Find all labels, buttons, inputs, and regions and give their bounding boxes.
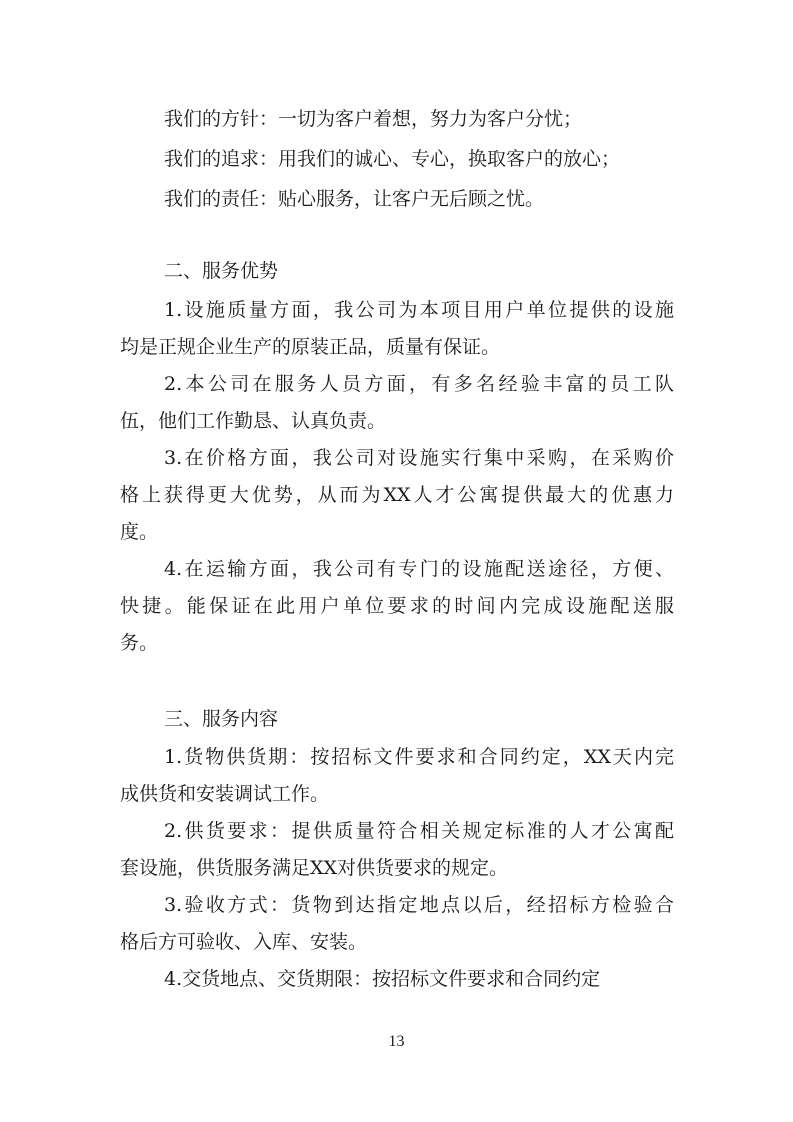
content-item-3-line-1: 3.验收方式：货物到达指定地点以后，经招标方检验合 (164, 894, 674, 916)
advantage-item-2-line-1: 2.本公司在服务人员方面，有多名经验丰富的员工队 (164, 373, 674, 395)
content-item-1-line-1: 1.货物供货期：按招标文件要求和合同约定，XX天内完 (164, 746, 674, 768)
advantage-item-3-line-2: 格上获得更大优势，从而为XX人才公寓提供最大的优惠力 (120, 484, 674, 506)
content-item-1-line-2: 成供货和安装调试工作。 (120, 783, 330, 805)
section-heading-advantages: 二、服务优势 (164, 260, 279, 282)
advantage-item-2-line-2: 伍，他们工作勤恳、认真负责。 (120, 410, 387, 432)
page-number: 13 (388, 1033, 405, 1050)
content-item-2-line-2: 套设施，供货服务满足XX对供货要求的规定。 (120, 857, 509, 879)
content-item-3-line-2: 格后方可验收、入库、安装。 (120, 931, 368, 953)
content-item-2-line-1: 2.供货要求：提供质量符合相关规定标准的人才公寓配 (164, 820, 674, 842)
advantage-item-4-line-2: 快捷。能保证在此用户单位要求的时间内完成设施配送服 (120, 595, 674, 617)
advantage-item-4-line-1: 4.在运输方面，我公司有专门的设施配送途径，方便、 (164, 558, 674, 580)
advantage-item-3-line-3: 度。 (120, 521, 159, 543)
section-heading-content: 三、服务内容 (164, 708, 279, 730)
advantage-item-1-line-2: 均是正规企业生产的原装正品，质量有保证。 (120, 336, 501, 358)
advantage-item-1-line-1: 1.设施质量方面，我公司为本项目用户单位提供的设施 (164, 299, 674, 321)
pursuit-line: 我们的追求：用我们的诚心、专心，换取客户的放心； (164, 148, 621, 170)
advantage-item-3-line-1: 3.在价格方面，我公司对设施实行集中采购，在采购价 (164, 447, 674, 469)
policy-line: 我们的方针：一切为客户着想，努力为客户分忧； (164, 108, 583, 130)
advantage-item-4-line-3: 务。 (120, 632, 159, 654)
responsibility-line: 我们的责任：贴心服务，让客户无后顾之忧。 (164, 188, 545, 210)
content-item-4-line-1: 4.交货地点、交货期限：按招标文件要求和合同约定 (164, 968, 601, 990)
